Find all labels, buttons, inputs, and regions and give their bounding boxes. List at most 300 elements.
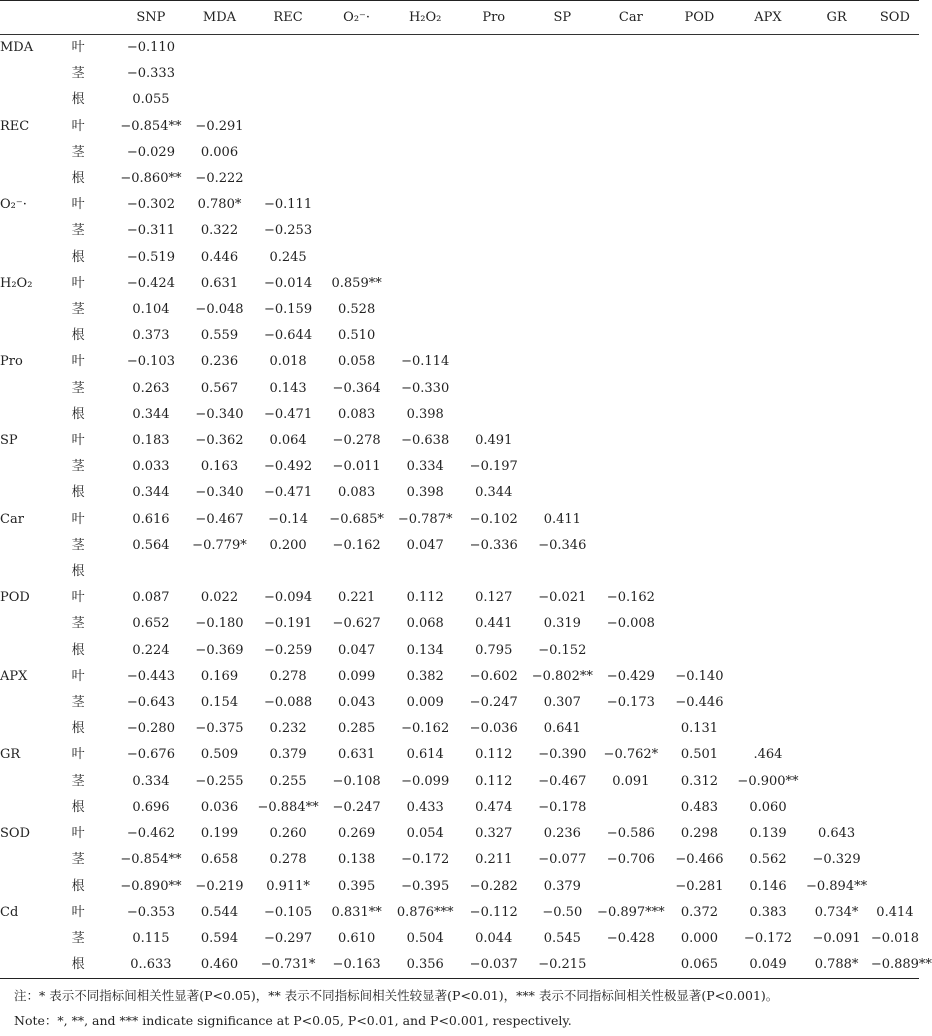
variable-label: SOD	[0, 826, 30, 842]
correlation-cell	[802, 480, 871, 506]
correlation-cell	[802, 664, 871, 690]
correlation-cell: 0.236	[543, 826, 581, 842]
correlation-cell	[597, 559, 666, 585]
correlation-cell	[871, 821, 919, 847]
correlation-cell	[391, 271, 460, 297]
header-corner	[0, 1, 117, 35]
correlation-cell	[254, 140, 323, 166]
variable-label: H₂O₂	[0, 275, 33, 291]
correlation-cell	[528, 428, 597, 454]
correlation-cell	[734, 402, 803, 428]
correlation-cell: 0.334	[406, 459, 444, 475]
table-row	[0, 245, 919, 271]
correlation-cell: −0.390	[538, 747, 587, 763]
correlation-cell: 0.112	[475, 773, 513, 789]
column-header: APX	[734, 1, 803, 35]
variable-label	[0, 402, 72, 428]
correlation-cell	[665, 611, 734, 637]
table-row	[0, 297, 919, 323]
correlation-cell: 0.104	[132, 302, 170, 318]
correlation-cell	[322, 192, 391, 218]
correlation-cell	[185, 35, 254, 62]
correlation-cell	[871, 376, 919, 402]
table-row	[0, 664, 919, 690]
table-row	[0, 900, 919, 926]
correlation-cell: −0.105	[263, 904, 313, 920]
correlation-cell	[459, 61, 528, 87]
correlation-cell: 0.876***	[396, 904, 454, 920]
correlation-cell: 0.528	[338, 302, 376, 318]
table-header	[0, 1, 919, 35]
correlation-cell	[871, 245, 919, 271]
correlation-cell: −0.471	[263, 406, 313, 422]
correlation-cell: −0.854**	[120, 118, 182, 134]
correlation-cell: −0.163	[322, 952, 391, 979]
variable-label	[0, 690, 72, 716]
correlation-cell	[871, 35, 919, 62]
table-row	[0, 349, 919, 375]
correlation-cell: −0.706	[606, 852, 655, 868]
correlation-cell: −0.247	[469, 695, 518, 711]
organ-label: 根	[71, 799, 85, 815]
correlation-cell	[391, 114, 460, 140]
correlation-cell	[802, 349, 871, 375]
correlation-cell: 0.060	[749, 799, 787, 815]
variable-label	[0, 874, 72, 900]
correlation-cell: 0.018	[269, 354, 307, 370]
correlation-cell: −0.14	[268, 511, 308, 527]
correlation-cell: 0.504	[406, 930, 444, 946]
table-row	[0, 821, 919, 847]
correlation-cell: 0.154	[200, 695, 239, 711]
table-row	[0, 428, 919, 454]
correlation-cell: −0.375	[195, 721, 244, 737]
table-row	[0, 35, 919, 62]
correlation-cell: −0.346	[538, 537, 587, 553]
table-row	[0, 271, 919, 297]
correlation-cell: −0.685*	[329, 511, 384, 527]
column-header: GR	[802, 1, 871, 35]
column-header: REC	[254, 1, 323, 35]
correlation-cell	[665, 218, 734, 244]
correlation-cell	[871, 716, 919, 742]
correlation-cell: 0.115	[132, 930, 170, 946]
correlation-cell	[528, 140, 597, 166]
correlation-cell	[871, 454, 919, 480]
organ-label: 叶	[71, 590, 85, 606]
correlation-cell: 0..633	[117, 952, 186, 979]
correlation-cell	[597, 952, 666, 979]
correlation-cell	[459, 349, 528, 375]
organ-label: 根	[71, 249, 85, 265]
correlation-cell: 0.143	[269, 380, 307, 396]
correlation-cell: 0.562	[749, 852, 787, 868]
correlation-cell: −0.787*	[397, 511, 453, 527]
correlation-cell: −0.259	[263, 642, 313, 658]
correlation-cell	[597, 297, 666, 323]
organ-label: 茎	[71, 66, 85, 82]
correlation-cell	[802, 402, 871, 428]
organ-label: 根	[71, 485, 85, 501]
correlation-cell: −0.114	[401, 354, 450, 370]
variable-label	[0, 61, 72, 87]
correlation-cell: 0.344	[132, 406, 170, 422]
correlation-cell: 0.049	[734, 952, 803, 979]
correlation-cell: 0.183	[132, 433, 170, 449]
correlation-cell: 0.260	[269, 826, 307, 842]
organ-label: 叶	[71, 747, 85, 763]
correlation-cell: −0.162	[401, 721, 450, 737]
variable-label	[0, 480, 72, 506]
correlation-cell: 0.054	[406, 826, 444, 842]
correlation-cell	[254, 61, 323, 87]
correlation-cell: 0.327	[475, 826, 513, 842]
table-row	[0, 795, 919, 821]
correlation-cell: 0.255	[269, 773, 307, 789]
correlation-cell	[528, 480, 597, 506]
correlation-cell	[185, 61, 254, 87]
correlation-cell	[459, 114, 528, 140]
organ-label: 根	[71, 406, 85, 422]
correlation-cell	[391, 323, 460, 349]
correlation-cell: −0.140	[675, 668, 724, 684]
correlation-cell: −0.467	[195, 511, 244, 527]
correlation-cell: 0.236	[200, 354, 239, 370]
correlation-cell	[597, 454, 666, 480]
correlation-cell: 0.047	[406, 537, 444, 553]
correlation-cell: −0.172	[401, 852, 450, 868]
correlation-cell: 0.083	[338, 406, 376, 422]
correlation-cell: −0.492	[263, 459, 313, 475]
correlation-cell	[597, 61, 666, 87]
correlation-cell	[871, 480, 919, 506]
correlation-cell	[459, 192, 528, 218]
variable-label: REC	[0, 118, 30, 134]
correlation-cell	[597, 349, 666, 375]
correlation-cell: −0.178	[538, 799, 587, 815]
table-row	[0, 690, 919, 716]
variable-label: Pro	[0, 354, 23, 370]
correlation-cell	[802, 192, 871, 218]
correlation-cell: 0.373	[132, 328, 170, 344]
correlation-cell: 0.224	[132, 642, 170, 658]
correlation-cell	[802, 376, 871, 402]
correlation-cell: 0.594	[200, 930, 239, 946]
correlation-cell	[734, 611, 803, 637]
variable-label	[0, 297, 72, 323]
correlation-cell	[391, 192, 460, 218]
correlation-cell	[597, 166, 666, 192]
correlation-cell	[597, 192, 666, 218]
correlation-cell	[528, 297, 597, 323]
correlation-cell	[665, 533, 734, 559]
correlation-cell	[391, 61, 460, 87]
table-notes	[14, 983, 778, 1033]
correlation-cell: 0.245	[269, 249, 307, 265]
correlation-cell: 0.278	[269, 852, 307, 868]
correlation-cell	[802, 271, 871, 297]
header-row	[0, 1, 919, 35]
correlation-cell	[802, 61, 871, 87]
correlation-cell	[734, 638, 803, 664]
correlation-cell: −0.152	[538, 642, 587, 658]
correlation-cell: −0.302	[126, 197, 175, 213]
correlation-cell	[597, 87, 666, 113]
correlation-cell	[802, 297, 871, 323]
variable-label	[0, 952, 72, 979]
organ-label: 茎	[71, 459, 85, 475]
table-row	[0, 585, 919, 611]
column-header: Car	[597, 1, 666, 35]
correlation-cell: 0.501	[680, 747, 719, 763]
correlation-cell	[665, 585, 734, 611]
correlation-cell	[802, 166, 871, 192]
correlation-cell	[871, 742, 919, 768]
correlation-cell: −0.077	[538, 852, 587, 868]
organ-label: 根	[71, 878, 85, 894]
correlation-cell: 0.112	[406, 590, 444, 606]
correlation-cell: −0.099	[401, 773, 450, 789]
correlation-cell: −0.429	[606, 668, 655, 684]
correlation-cell	[802, 638, 871, 664]
correlation-cell	[459, 402, 528, 428]
correlation-cell	[665, 428, 734, 454]
correlation-cell	[871, 795, 919, 821]
table-row	[0, 376, 919, 402]
table-row	[0, 769, 919, 795]
correlation-cell	[459, 323, 528, 349]
correlation-cell	[665, 480, 734, 506]
correlation-cell: −0.103	[126, 354, 175, 370]
correlation-cell	[597, 114, 666, 140]
correlation-cell: 0.099	[338, 668, 376, 684]
correlation-cell: 0.631	[338, 747, 376, 763]
correlation-cell	[734, 690, 803, 716]
correlation-cell	[665, 376, 734, 402]
correlation-cell	[665, 114, 734, 140]
correlation-cell	[391, 35, 460, 62]
correlation-cell	[665, 638, 734, 664]
correlation-cell: −0.037	[459, 952, 528, 979]
table-row	[0, 192, 919, 218]
correlation-cell: 0.433	[406, 799, 444, 815]
correlation-cell: 0.169	[200, 668, 239, 684]
correlation-cell	[734, 245, 803, 271]
correlation-cell: −0.311	[126, 223, 175, 239]
correlation-cell: −0.889**	[871, 952, 919, 979]
variable-label	[0, 769, 72, 795]
variable-label: SP	[0, 433, 18, 449]
correlation-cell	[871, 323, 919, 349]
correlation-cell	[871, 585, 919, 611]
correlation-cell: −0.446	[675, 695, 724, 711]
correlation-cell: −0.644	[263, 328, 313, 344]
column-header: MDA	[185, 1, 254, 35]
correlation-cell: −0.395	[401, 878, 450, 894]
correlation-cell	[597, 323, 666, 349]
correlation-cell	[802, 769, 871, 795]
correlation-cell: −0.172	[743, 930, 793, 946]
correlation-cell	[665, 35, 734, 62]
organ-label: 叶	[71, 668, 85, 684]
correlation-cell: −0.50	[542, 904, 583, 920]
correlation-cell: 0.269	[338, 826, 376, 842]
correlation-cell: 0.221	[338, 590, 376, 606]
correlation-cell: −0.102	[469, 511, 518, 527]
correlation-cell: 0.036	[200, 799, 239, 815]
correlation-cell: 0.631	[200, 275, 239, 291]
correlation-cell: −0.112	[469, 904, 518, 920]
correlation-cell: 0.641	[543, 721, 581, 737]
correlation-cell	[665, 192, 734, 218]
correlation-cell: 0.312	[680, 773, 719, 789]
correlation-cell: −0.860**	[120, 171, 182, 187]
table-row	[0, 114, 919, 140]
correlation-cell	[802, 87, 871, 113]
correlation-cell	[391, 140, 460, 166]
correlation-cell	[528, 61, 597, 87]
correlation-cell: −0.443	[126, 668, 175, 684]
correlation-cell	[254, 114, 323, 140]
correlation-cell	[528, 454, 597, 480]
correlation-cell	[871, 61, 919, 87]
correlation-cell: 0.441	[475, 616, 513, 632]
variable-label	[0, 376, 72, 402]
organ-label: 根	[71, 721, 85, 737]
organ-label: 茎	[71, 380, 85, 396]
organ-label: 茎	[71, 144, 85, 160]
correlation-cell	[734, 271, 803, 297]
correlation-cell: 0.610	[338, 930, 376, 946]
correlation-cell: 0.859**	[331, 275, 382, 291]
correlation-cell: 0.509	[200, 747, 239, 763]
correlation-cell: −0.890**	[120, 878, 182, 894]
correlation-cell	[871, 428, 919, 454]
table-row	[0, 559, 919, 585]
table-row	[0, 166, 919, 192]
variable-label	[0, 559, 72, 585]
column-header: H₂O₂	[391, 1, 460, 35]
correlation-cell: −0.519	[126, 249, 175, 265]
table-row	[0, 61, 919, 87]
correlation-cell: 0.483	[680, 799, 719, 815]
correlation-cell: −0.330	[401, 380, 450, 396]
correlation-cell: 0.788*	[802, 952, 871, 979]
table-row	[0, 140, 919, 166]
correlation-cell	[871, 349, 919, 375]
correlation-cell: 0.163	[200, 459, 239, 475]
correlation-cell	[734, 585, 803, 611]
correlation-cell	[459, 140, 528, 166]
correlation-cell: 0.043	[338, 695, 376, 711]
variable-label: APX	[0, 668, 28, 684]
correlation-cell	[802, 533, 871, 559]
correlation-cell	[322, 140, 391, 166]
correlation-cell: −0.191	[263, 616, 313, 632]
correlation-cell: −0.900**	[737, 773, 799, 789]
organ-label: 叶	[71, 433, 85, 449]
correlation-cell	[871, 192, 919, 218]
correlation-cell	[597, 716, 666, 742]
correlation-cell: −0.219	[195, 878, 244, 894]
correlation-cell	[597, 638, 666, 664]
correlation-cell	[734, 297, 803, 323]
correlation-cell: 0.022	[200, 590, 239, 606]
correlation-cell: −0.094	[263, 590, 313, 606]
correlation-cell	[597, 402, 666, 428]
organ-label: 叶	[71, 40, 85, 55]
correlation-cell	[871, 847, 919, 873]
correlation-cell	[802, 245, 871, 271]
correlation-cell	[322, 87, 391, 113]
correlation-cell: 0.911*	[266, 878, 310, 894]
correlation-cell	[665, 166, 734, 192]
correlation-cell	[734, 114, 803, 140]
correlation-cell: −0.854**	[120, 852, 182, 868]
note-english: Note：*, **, and *** indicate significance at P<0.05, P<0.01, and P<0.001, respectively.	[14, 1013, 572, 1028]
correlation-cell: 0.379	[543, 878, 581, 894]
correlation-cell: −0.014	[263, 275, 313, 291]
correlation-cell: −0.110	[126, 40, 175, 55]
correlation-cell: −0.253	[263, 223, 313, 239]
correlation-cell	[871, 664, 919, 690]
correlation-cell: 0.112	[475, 747, 513, 763]
correlation-cell: −0.018	[870, 930, 919, 946]
correlation-cell	[391, 166, 460, 192]
correlation-cell	[734, 428, 803, 454]
correlation-cell	[734, 218, 803, 244]
correlation-cell	[528, 402, 597, 428]
correlation-cell	[322, 35, 391, 62]
variable-label	[0, 454, 72, 480]
correlation-cell: −0.462	[126, 826, 175, 842]
organ-label: 茎	[71, 537, 85, 553]
correlation-cell	[871, 140, 919, 166]
correlation-cell	[254, 166, 323, 192]
correlation-cell	[802, 323, 871, 349]
correlation-cell	[528, 376, 597, 402]
correlation-cell	[734, 61, 803, 87]
correlation-cell	[665, 454, 734, 480]
organ-label: 茎	[71, 302, 85, 318]
correlation-cell	[322, 166, 391, 192]
note-chinese: 注：* 表示不同指标间相关性显著(P<0.05)，** 表示不同指标间相关性较显著(P<0.01)，*** 表示不同指标间相关性极显著(P<0.001)。	[14, 988, 779, 1003]
correlation-cell: 0.200	[269, 537, 307, 553]
correlation-cell: 0.138	[338, 852, 376, 868]
correlation-cell: −0.638	[401, 433, 450, 449]
variable-label	[0, 716, 72, 742]
correlation-cell: −0.036	[469, 721, 518, 737]
correlation-cell: 0.047	[338, 642, 376, 658]
correlation-cell: −0.762*	[603, 747, 659, 763]
correlation-cell	[391, 559, 460, 585]
correlation-cell	[734, 480, 803, 506]
variable-label	[0, 638, 72, 664]
correlation-cell	[322, 559, 391, 585]
correlation-cell: 0.055	[132, 92, 170, 108]
correlation-cell: −0.424	[126, 275, 175, 291]
correlation-cell: 0.474	[475, 799, 513, 815]
correlation-cell: −0.091	[812, 930, 861, 946]
correlation-cell	[459, 166, 528, 192]
correlation-cell	[597, 218, 666, 244]
correlation-cell: 0.278	[269, 668, 307, 684]
organ-label: 茎	[71, 223, 85, 239]
correlation-cell	[665, 245, 734, 271]
organ-label: 叶	[71, 826, 85, 842]
variable-label	[0, 533, 72, 559]
correlation-cell	[597, 480, 666, 506]
